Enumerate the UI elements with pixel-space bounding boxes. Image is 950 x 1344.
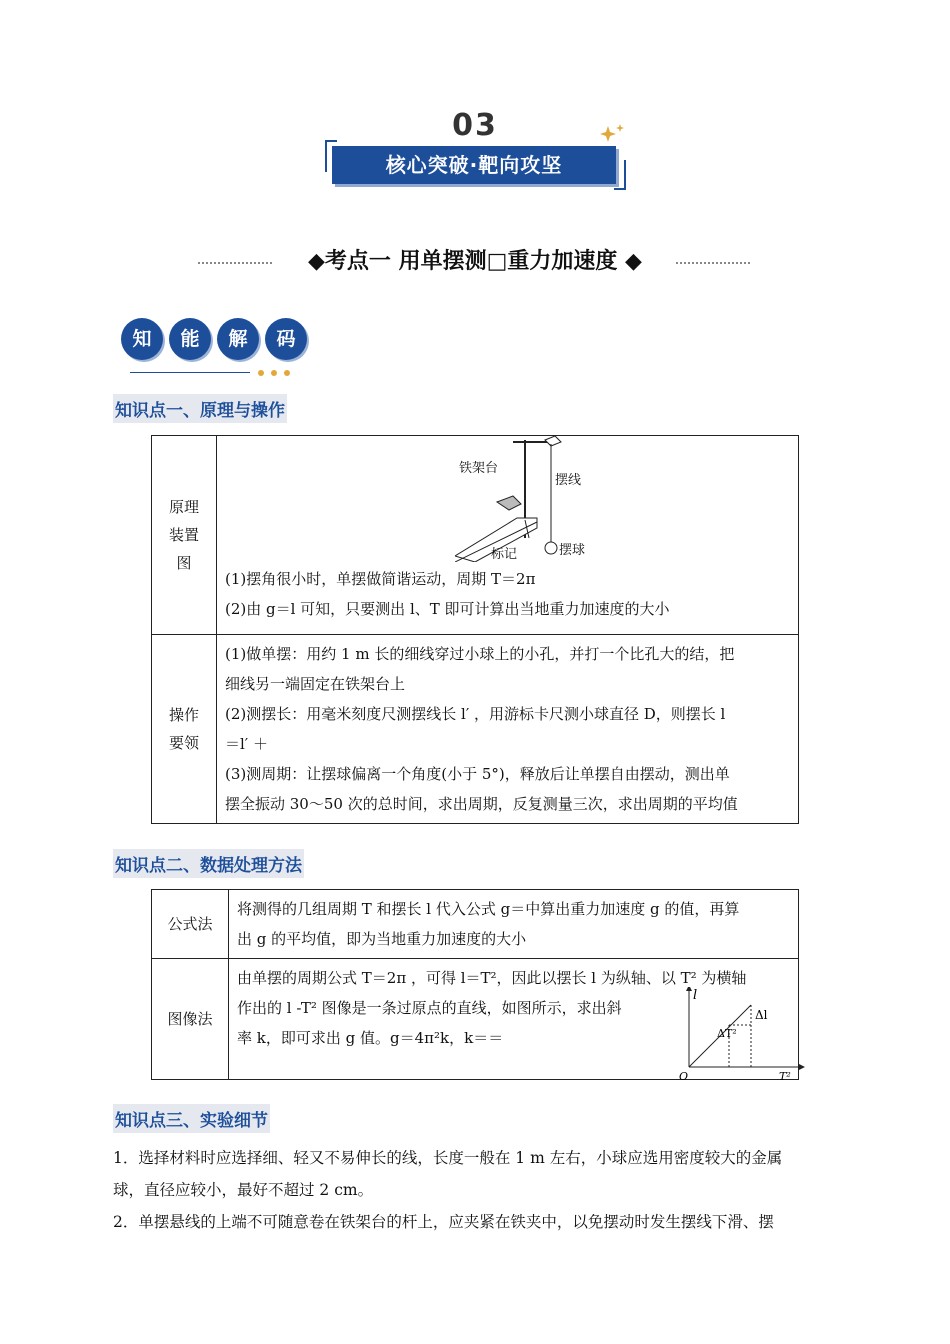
label-mark: 标记 xyxy=(491,547,518,562)
topic-divider-right xyxy=(676,262,750,264)
kp1-row1-line: (2)由 g＝l 可知，只要测出 l、T 即可计算出当地重力加速度的大小 xyxy=(225,600,670,618)
kp1-row2-line: (1)做单摆：用约 1 m 长的细线穿过小球上的小孔，并打一个比孔大的结，把 xyxy=(225,645,735,663)
l-t2-graph xyxy=(679,987,809,1081)
kp1-row1-label xyxy=(152,436,217,635)
badge-char-1: 知 xyxy=(121,318,163,360)
pendulum-apparatus-figure xyxy=(455,434,595,562)
kp2-row2-content xyxy=(229,959,799,1080)
label-line: 操作 xyxy=(168,706,199,724)
kp2-row2-line: 由单摆的周期公式 T＝2π ，可得 l＝T²，因此以摆长 l 为纵轴、以 T² 为横轴 xyxy=(237,969,747,987)
kp1-row2-label xyxy=(152,635,217,824)
kp1-row2-line: 细线另一端固定在铁架台上 xyxy=(225,675,406,693)
kp3-body xyxy=(113,1142,839,1238)
topic-title: ◆考点一 用单摆测□重力加速度 ◆ xyxy=(308,249,642,274)
graph-delta-t2-label: ΔT² xyxy=(717,1027,737,1040)
label-ball: 摆球 xyxy=(559,543,586,558)
kp2-table xyxy=(151,889,799,1080)
badge-underline xyxy=(130,372,250,373)
graph-origin-label: O xyxy=(679,1070,689,1081)
badge-char-3: 解 xyxy=(217,318,259,360)
kp2-heading: 知识点二、数据处理方法 xyxy=(113,849,304,878)
dots-icon xyxy=(256,369,296,377)
kp1-row1-content xyxy=(217,436,799,635)
label-line: 原理 xyxy=(168,498,199,516)
sparkle-icon xyxy=(600,124,626,144)
kp2-row2-line: 作出的 l -T² 图像是一条过原点的直线，如图所示，求出斜 xyxy=(237,999,622,1017)
kp1-row2-line: (3)测周期：让摆球偏离一个角度(小于 5°)，释放后让单摆自由摆动，测出单 xyxy=(225,765,730,783)
kp1-table xyxy=(151,435,799,824)
label-line: 摆线 xyxy=(555,473,582,488)
kp3-line: 球，直径应较小，最好不超过 2 cm。 xyxy=(113,1181,374,1199)
kp3-heading: 知识点三、实验细节 xyxy=(113,1104,270,1133)
kp2-row1-line: 出 g 的平均值，即为当地重力加速度的大小 xyxy=(237,930,527,948)
kp3-line: 1．选择材料时应选择细、轻又不易伸长的线，长度一般在 1 m 左右，小球应选用密度较大的金属 xyxy=(113,1149,783,1167)
kp2-row1-line: 将测得的几组周期 T 和摆长 l 代入公式 g＝中算出重力加速度 g 的值，再算 xyxy=(237,900,740,918)
kp2-row2-line: 率 k，即可求出 g 值。g＝4π²k，k＝＝ xyxy=(237,1029,504,1047)
kp2-row1-label: 公式法 xyxy=(152,890,229,959)
kp1-row1-line: (1)摆角很小时，单摆做简谐运动，周期 T＝2π xyxy=(225,570,536,588)
label-stand: 铁架台 xyxy=(459,461,499,476)
label-line: 装置 xyxy=(168,526,199,544)
kp3-line: 2．单摆悬线的上端不可随意卷在铁架台的杆上，应夹紧在铁夹中，以免摆动时发生摆线下滑、摆 xyxy=(113,1213,774,1231)
label-line: 图 xyxy=(176,554,192,572)
badge-char-2: 能 xyxy=(169,318,211,360)
kp2-row2-label: 图像法 xyxy=(152,959,229,1080)
section-banner: 核心突破·靶向攻坚 xyxy=(332,146,616,184)
kp1-row2-line: (2)测摆长：用毫米刻度尺测摆线长 l′ ，用游标卡尺测小球直径 D，则摆长 l xyxy=(225,705,726,723)
badge-char-4: 码 xyxy=(265,318,307,360)
section-number: 03 xyxy=(452,108,498,143)
graph-x-label: T² xyxy=(779,1070,791,1081)
kp2-row1-content xyxy=(229,890,799,959)
kp1-heading: 知识点一、原理与操作 xyxy=(113,394,287,423)
label-line: 要领 xyxy=(168,734,199,752)
graph-delta-l-label: Δl xyxy=(755,1008,768,1022)
kp1-row2-line: ＝l′ ＋ xyxy=(225,735,268,753)
graph-y-label: l xyxy=(693,988,698,1003)
kp1-row2-content xyxy=(217,635,799,824)
kp1-row2-line: 摆全振动 30～50 次的总时间，求出周期，反复测量三次，求出周期的平均值 xyxy=(225,795,738,813)
